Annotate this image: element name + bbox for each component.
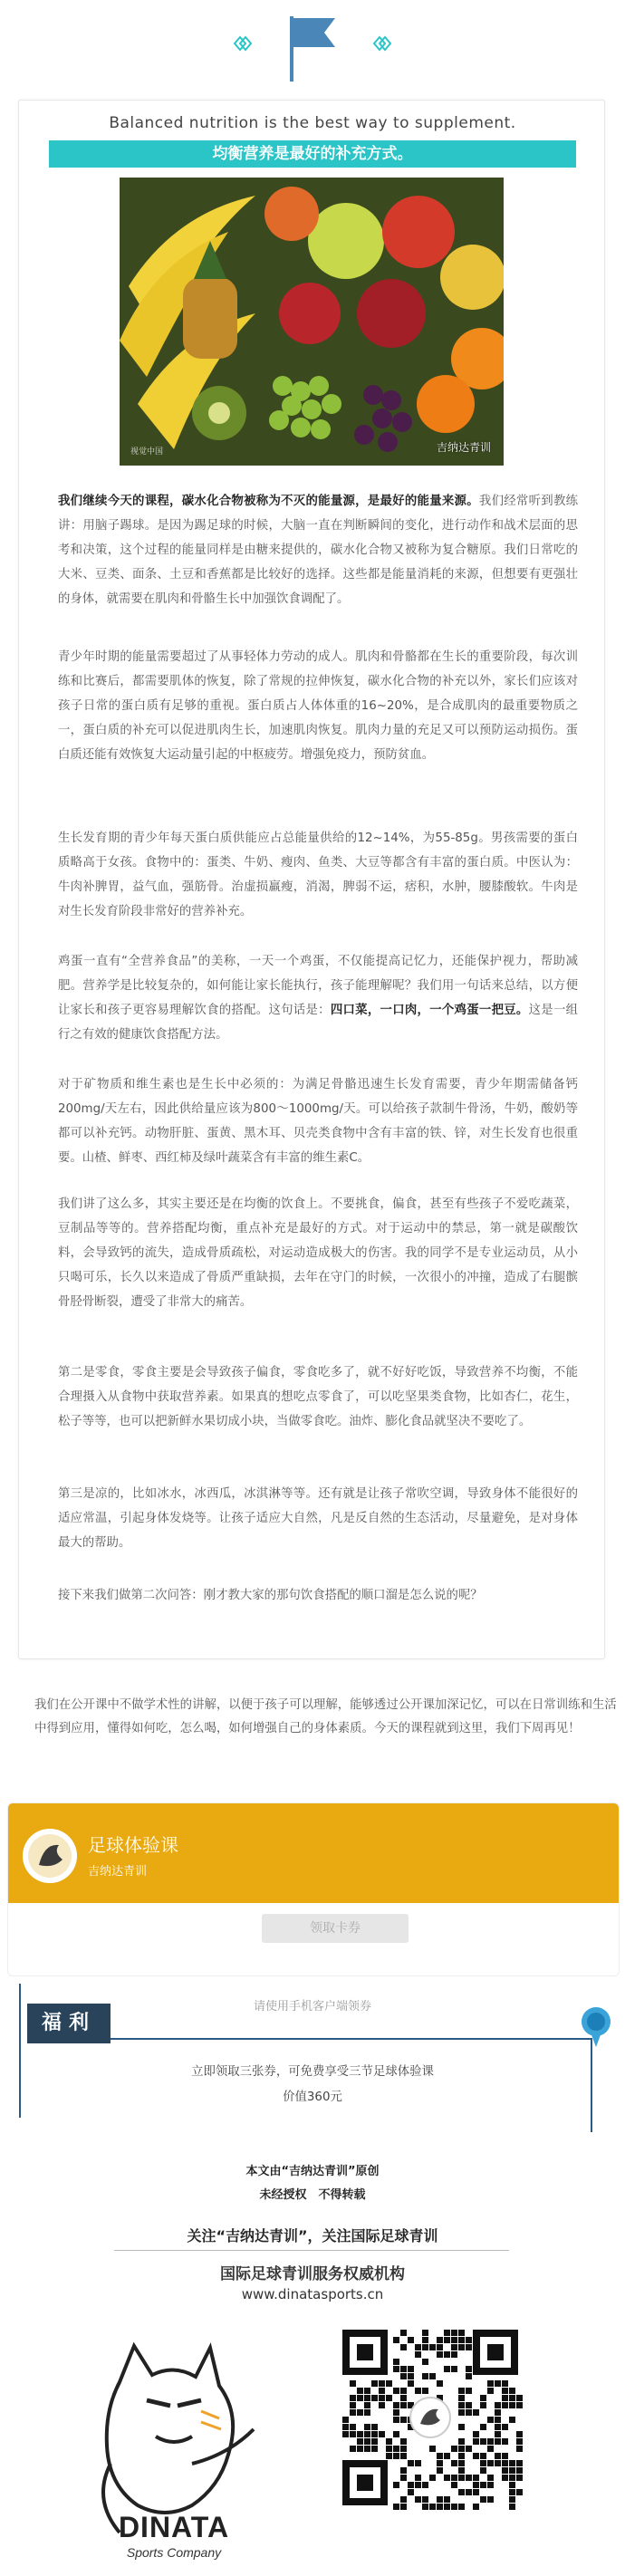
welfare-line-right bbox=[591, 2038, 592, 2132]
outro-text: 我们在公开课中不做学术性的讲解，以便于孩子可以理解，能够透过公开课加深记忆，可以在日常训练和生活中得到应用，懂得如何吃，怎么喝，如何增强自己的身体素质。今天的课程就到这里，我们下周再见！ bbox=[34, 1698, 617, 1735]
paragraph-4-after: 这是一组行之有效的健康饮食搭配方法。 bbox=[58, 1004, 579, 1042]
brand-subtitle: Sports Company bbox=[126, 2545, 222, 2560]
credit-source: 本文由“吉纳达青训”原创 bbox=[245, 2165, 380, 2178]
welfare-line-1: 立即领取三张券，可免费享受三节足球体验课 bbox=[191, 2065, 434, 2079]
follow-text: 关注“吉纳达青训”，关注国际足球青训 bbox=[187, 2227, 438, 2244]
article-paragraph-9: 接下来我们做第二次问答：刚才教大家的那句饮食搭配的顺口溜是怎么说的呢？ bbox=[58, 1589, 483, 1602]
divider bbox=[114, 2250, 509, 2251]
paragraph-4-text: 鸡蛋一直有“全营养食品”的美称，一天一个鸡蛋，不仅能提高记忆力，还能保护视力，帮助减肥。营养学是比较复杂的，如何能让家长能执行，孩子能理解呢？我们用一句话来总结，以方便让家长和孩子更容易理解饮食的搭配。这句话是： bbox=[58, 955, 578, 1017]
coupon-card[interactable] bbox=[7, 1802, 620, 1976]
article-paragraph-8: 第三是凉的，比如冰水，冰西瓜，冰淇淋等等。还有就是让孩子常吹空调，导致身体不能很好的适应常温，引起身体发烧等。让孩子适应大自然，凡是反自然的生态活动，尽量避免，是对身体最大的帮助。 bbox=[58, 1487, 578, 1550]
diamond-right-icon bbox=[370, 33, 397, 54]
flag-icon bbox=[284, 13, 341, 83]
coupon-subtitle: 吉纳达青训 bbox=[88, 1865, 148, 1879]
fruit-photo bbox=[120, 178, 504, 466]
diamond-left-icon bbox=[228, 33, 255, 54]
coupon-note: 请使用手机客户端领券 bbox=[253, 2000, 371, 2014]
welfare-line-top bbox=[111, 2038, 591, 2040]
map-pin-icon bbox=[578, 2005, 614, 2049]
article-paragraph-6: 我们讲了这么多，其实主要还是在均衡的饮食上。不要挑食，偏食，甚至有些孩子不爱吃蔬菜，豆制品等等的。营养搭配均衡，重点补充是最好的方式。对于运动中的禁忌，第一就是碳酸饮料，会导致钙的流失，造成骨质疏松，对运动造成极大的伤害。我的同学不是专业运动员，从小只喝可乐，长久以来造成了骨质严重缺损，去年在守门的时候，一次很小的冲撞，造成了右腿髌骨胫骨断裂，遭受了非常大的痛苦。 bbox=[58, 1197, 578, 1309]
header-ornament bbox=[0, 0, 625, 91]
coupon-title: 足球体验课 bbox=[88, 1834, 178, 1856]
credit-rights: 未经授权 不得转载 bbox=[259, 2188, 366, 2202]
photo-watermark: 吉纳达青训 bbox=[436, 441, 491, 454]
organization-text: 国际足球青训服务权威机构 bbox=[220, 2265, 405, 2283]
claim-coupon-button[interactable]: 领取卡券 bbox=[262, 1914, 409, 1943]
paragraph-1-lead: 我们继续今天的课程，碳水化合物被称为不灭的能量源，是最好的能量来源。 bbox=[58, 495, 479, 508]
welfare-tag: 福利 bbox=[27, 2004, 111, 2043]
fruit-illustration bbox=[120, 178, 504, 466]
article-paragraph-1 bbox=[58, 489, 578, 611]
paragraph-1-text: 我们经常听到教练讲：用脑子踢球。是因为踢足球的时候，大脑一直在判断瞬间的变化，进行动作和战术层面的思考和决策，这个过程的能量同样是由糖来提供的，碳水化合物又被称为复合糖原。我们日常吃的大米、豆类、面条、土豆和香蕉都是比较好的选择。这些都是能量消耗的来源，但想要有更强壮的身体，就需要在肌肉和骨骼生长中加强饮食调配了。 bbox=[58, 495, 579, 606]
article-paragraph-5: 对于矿物质和维生素也是生长中必须的：为满足骨骼迅速生长发育需要，青少年期需储备钙200mg/天左右，因此供给量应该为800～1000mg/天。可以给孩子款制牛骨汤，牛奶，酸奶等都可以补充钙。动物肝脏、蛋黄、黑木耳、贝壳类食物中含有丰富的铁、锌，对生长发育也很重要。山楂、鲜枣、西红柿及绿叶蔬菜含有丰富的维生素C。 bbox=[58, 1078, 578, 1165]
website-text[interactable]: www.dinatasports.cn bbox=[241, 2286, 384, 2302]
article-paragraph-7: 第二是零食，零食主要是会导致孩子偏食，零食吃多了，就不好好吃饭，导致营养不均衡，不能合理摄入从食物中获取营养素。如果真的想吃点零食了，可以吃坚果类食物，比如杏仁，花生，松子等等，也可以把新鲜水果切成小块，当做零食吃。油炸、膨化食品就坚决不要吃了。 bbox=[58, 1366, 578, 1428]
coupon-logo-icon bbox=[23, 1829, 77, 1883]
chinese-title-banner: 均衡营养是最好的补充方式。 bbox=[49, 140, 576, 168]
paragraph-4-motto: 四口菜，一口肉，一个鸡蛋一把豆。 bbox=[330, 1004, 529, 1017]
english-title: Balanced nutrition is the best way to supplement. bbox=[109, 114, 516, 132]
photo-corner-text: 视觉中国 bbox=[130, 447, 164, 457]
brand-name: DINATA bbox=[118, 2511, 230, 2543]
article-paragraph-4 bbox=[58, 949, 578, 1047]
qr-code-icon[interactable] bbox=[337, 2324, 524, 2511]
welfare-line-2: 价值360元 bbox=[283, 2091, 342, 2104]
article-paragraph-3: 生长发育期的青少年每天蛋白质供能应占总能量供给的12~14%，为55-85g。男孩需要的蛋白质略高于女孩。食物中的：蛋类、牛奶、瘦肉、鱼类、大豆等都含有丰富的蛋白质。中医认为：牛肉补脾胃，益气血，强筋骨。治虚损羸瘦，消渴，脾弱不运，痞积，水肿，腰膝酸软。牛肉是对生长发育阶段非常好的营养补充。 bbox=[58, 831, 578, 918]
article-paragraph-2: 青少年时期的能量需要超过了从事轻体力劳动的成人。肌肉和骨骼都在生长的重要阶段，每次训练和比赛后，都需要肌体的恢复，除了常规的拉伸恢复，碳水化合物的补充以外，家长们应该对孩子日常的蛋白质有足够的重视。蛋白质占人体体重的16~20%，是合成肌肉的最重要物质之一，蛋白质的补充可以促进肌肉生长，加速肌肉恢复。肌肉力量的充足又可以预防运动损伤。蛋白质还能有效恢复大运动量引起的中枢疲劳。增强免疫力，预防贫血。 bbox=[58, 650, 578, 762]
